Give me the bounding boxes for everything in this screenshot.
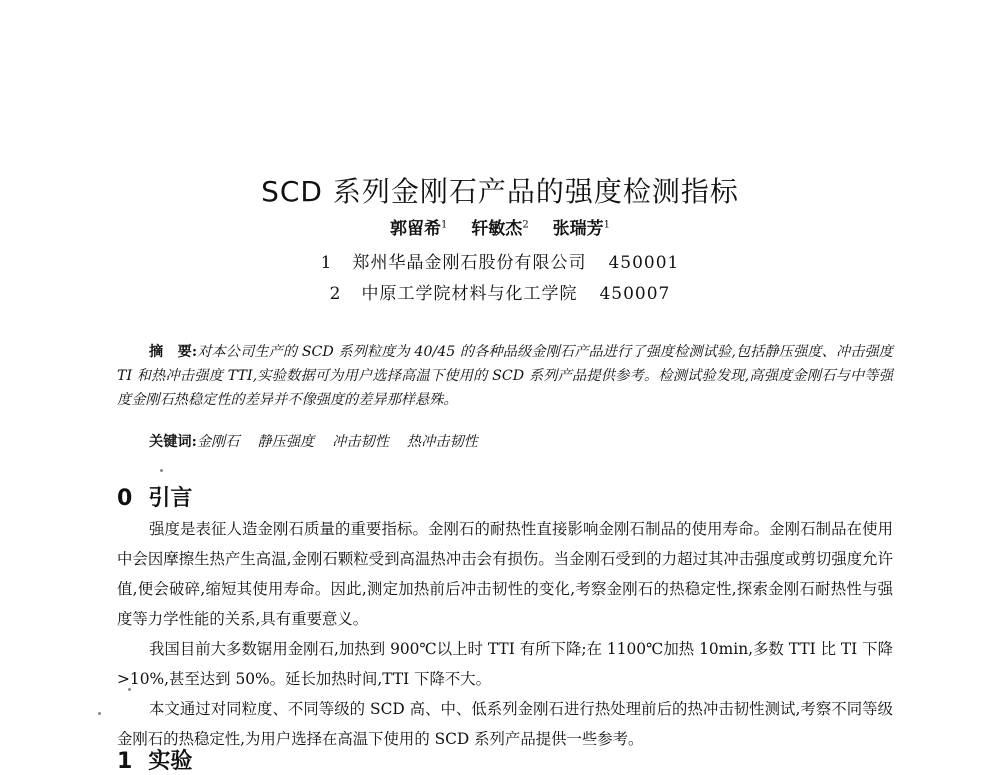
- affiliation-1: 1 郑州华晶金刚石股份有限公司 450001: [320, 253, 680, 273]
- keyword: 静压强度: [257, 434, 315, 450]
- keywords: [149, 430, 893, 454]
- keywords-label: 关键词:: [149, 434, 197, 450]
- abstract-label: 摘 要:: [149, 344, 198, 360]
- author: 张瑞芳$^1$: [552, 219, 610, 239]
- affiliation-2: 2 中原工学院材料与化工学院 450007: [329, 284, 671, 304]
- scan-speck: [98, 712, 101, 715]
- intro-body: [117, 514, 893, 754]
- author: 郭留希$^1$: [390, 219, 448, 239]
- abstract-paragraph: [117, 340, 893, 412]
- author: 轩敏杰$^2$: [471, 219, 529, 239]
- keyword: 冲击韧性: [332, 434, 389, 450]
- abstract-text: 对本公司生产的 SCD 系列粒度为 40/45 的各种品级金刚石产品进行了强度检测试验,包括静压强度、冲击强度 TI 和热冲击强度 TTI,实验数据可为用户选择高温下使用的 SCD 系列产品提供参考。检测试验发现,高强度金刚石与中等强度金刚石热稳定性的差异并不像强度的差异那样悬殊。: [117, 344, 893, 408]
- body-paragraph: 我国目前大多数锯用金刚石,加热到 900℃以上时 TTI 有所下降;在 1100℃加热 10min,多数 TTI 比 TI 下降 >10%,甚至达到 50%。延长加热时间,TTI 下降不大。: [117, 640, 893, 688]
- abstract: [117, 340, 893, 412]
- keyword: 热冲击韧性: [406, 434, 478, 450]
- scan-speck: [128, 688, 131, 691]
- scan-speck: [160, 469, 163, 472]
- body-paragraph: 本文通过对同粒度、不同等级的 SCD 高、中、低系列金刚石进行热处理前后的热冲击韧性测试,考察不同等级金刚石的热稳定性,为用户选择在高温下使用的 SCD 系列产品提供一些参考。: [117, 700, 893, 748]
- keyword: 金刚石: [196, 434, 240, 450]
- section-heading-intro: 0 引言: [117, 486, 193, 511]
- section-heading-experiment: 1 实验: [117, 749, 193, 774]
- paper-title: SCD 系列金刚石产品的强度检测指标: [261, 175, 739, 208]
- body-paragraph: 强度是表征人造金刚石质量的重要指标。金刚石的耐热性直接影响金刚石制品的使用寿命。金刚石制品在使用中会因摩擦生热产生高温,金刚石颗粒受到高温热冲击会有损伤。当金刚石受到的力超过其冲击强度或剪切强度允许值,便会破碎,缩短其使用寿命。因此,测定加热前后冲击韧性的变化,考察金刚石的热稳定性,探索金刚石耐热性与强度等力学性能的关系,具有重要意义。: [117, 520, 893, 628]
- author-list: [0, 214, 1000, 239]
